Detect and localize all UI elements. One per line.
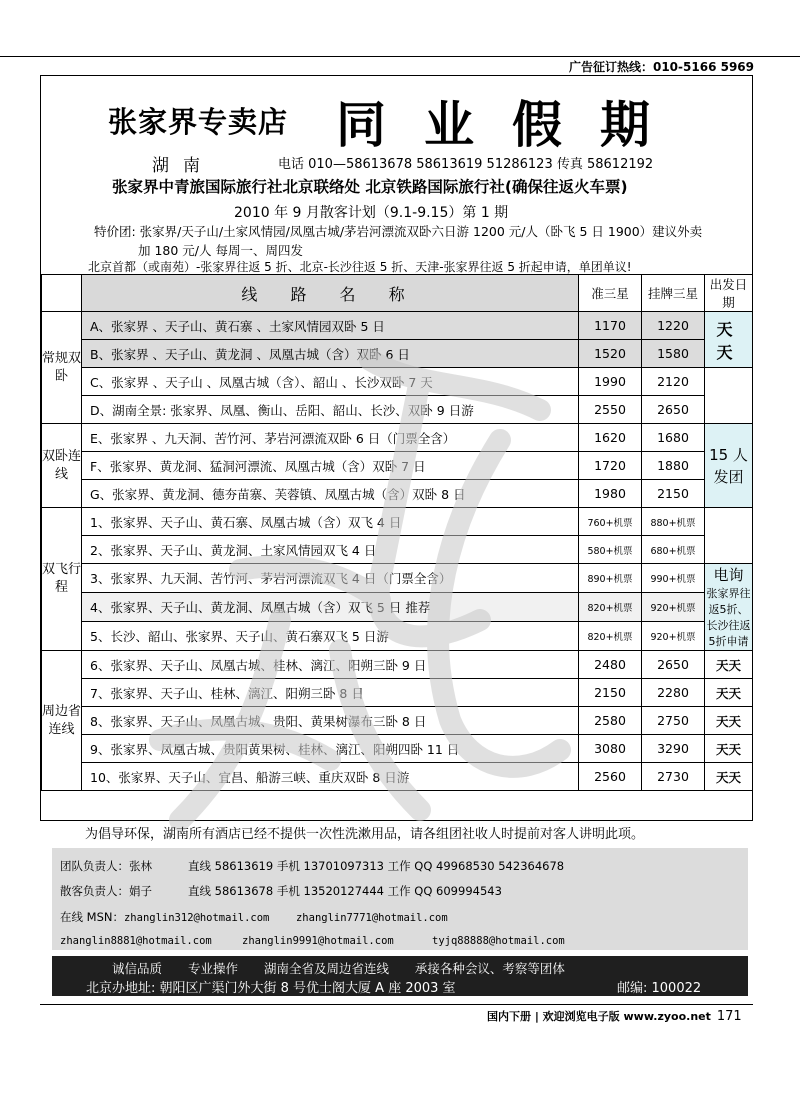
departure-cell-empty — [705, 368, 753, 424]
route-quasi-price: 1720 — [579, 452, 642, 480]
table-row — [42, 622, 753, 651]
msn-account[interactable]: zhanglin7771@hotmail.com — [295, 912, 448, 924]
footer-text[interactable]: 国内下册 | 欢迎浏览电子版 www.zyoo.net — [487, 1010, 711, 1023]
route-quasi-price: 1980 — [579, 480, 642, 508]
departure-cell: 天天 — [705, 763, 753, 791]
route-name: E、张家界 、九天洞、苦竹河、茅岩河漂流双卧 6 日（门票全含） — [82, 424, 579, 452]
route-listed-price: 2280 — [642, 679, 705, 707]
postcode: 邮编: 100022 — [617, 981, 702, 996]
msn-account[interactable]: zhanglin9991@hotmail.com — [242, 935, 394, 947]
route-listed-price: 2730 — [642, 763, 705, 791]
msn-account[interactable]: zhanglin312@hotmail.com — [123, 912, 270, 924]
table-row — [42, 679, 753, 707]
route-listed-price: 1220 — [642, 312, 705, 340]
departure-cell — [705, 564, 753, 651]
category-cell: 双飞行程 — [42, 508, 82, 651]
table-row — [42, 651, 753, 679]
footer-rule — [40, 1004, 753, 1005]
route-quasi-price: 760+机票 — [579, 508, 642, 536]
page-number: 171 — [716, 1009, 742, 1024]
beijing-address: 北京办地址: 朝阳区广渠门外大街 8 号优士阁大厦 A 座 2003 室 — [86, 981, 456, 996]
route-name: 9、张家界、凤凰古城、贵阳黄果树、桂林、漓江、阳朔四卧 11 日 — [82, 735, 579, 763]
retail-contact-label: 散客负责人：娟子 — [60, 884, 152, 898]
route-listed-price: 2650 — [642, 396, 705, 424]
table-row — [42, 340, 753, 368]
route-listed-price: 2150 — [642, 480, 705, 508]
table-row — [42, 763, 753, 791]
route-name: G、张家界、黄龙洞、德夯苗寨、芙蓉镇、凤凰古城（含）双卧 8 日 — [82, 480, 579, 508]
msn-row-2 — [60, 933, 565, 947]
route-listed-price: 990+机票 — [642, 564, 705, 593]
route-name: 6、张家界、天子山、凤凰古城、桂林、漓江、阳朔三卧 9 日 — [82, 651, 579, 679]
category-cell: 周边省连线 — [42, 651, 82, 791]
category-cell: 双卧连线 — [42, 424, 82, 508]
table-row — [42, 396, 753, 424]
route-name: 2、张家界、天子山、黄龙洞、土家风情园双飞 4 日 — [82, 536, 579, 564]
route-name: B、张家界 、天子山、黄龙洞 、凤凰古城（含）双卧 6 日 — [82, 340, 579, 368]
table-row — [42, 424, 753, 452]
special-offer — [94, 222, 744, 260]
route-quasi-price: 2580 — [579, 707, 642, 735]
departure-group-15: 15 人 — [709, 445, 748, 464]
team-contact — [60, 858, 564, 874]
route-quasi-price: 1520 — [579, 340, 642, 368]
departure-cell: 天天 — [705, 679, 753, 707]
departure-cell: 天天 — [705, 735, 753, 763]
route-listed-price: 1880 — [642, 452, 705, 480]
agency-line: 张家界中青旅国际旅行社北京联络处 北京铁路国际旅行社(确保往返火车票) — [112, 178, 628, 196]
table-row — [42, 452, 753, 480]
route-quasi-price: 820+机票 — [579, 622, 642, 651]
route-listed-price: 3290 — [642, 735, 705, 763]
contact-box — [52, 848, 748, 950]
service-slogans: 诚信品质 专业操作 湖南全省及周边省连线 承接各种会议、考察等团体 — [112, 961, 565, 976]
ad-hotline: 广告征订热线：010-5166 5969 — [568, 60, 754, 74]
departure-group-start: 发团 — [713, 467, 744, 486]
table-row — [42, 368, 753, 396]
environment-note: 为倡导环保，湖南所有酒店已经不提供一次性洗漱用品，请各组团社收人时提前对客人讲明此项。 — [85, 827, 645, 842]
route-name: 7、张家界、天子山、桂林、漓江、阳朔三卧 8 日 — [82, 679, 579, 707]
departure-cell: 天天 — [705, 707, 753, 735]
special-offer-line-1: 特价团: 张家界/天子山/土家风情园/凤凰古城/茅岩河漂流双卧六日游 1200 元/人（卧飞 5 日 1900）建议外卖 — [94, 224, 703, 239]
route-quasi-price: 820+机票 — [579, 593, 642, 622]
route-name: 5、长沙、韶山、张家界、天子山、黄石寨双飞 5 日游 — [82, 622, 579, 651]
route-quasi-price: 3080 — [579, 735, 642, 763]
route-quasi-price: 1990 — [579, 368, 642, 396]
route-listed-price: 880+机票 — [642, 508, 705, 536]
route-listed-price: 2750 — [642, 707, 705, 735]
route-listed-price: 1580 — [642, 340, 705, 368]
top-rule — [0, 56, 800, 57]
table-row — [42, 735, 753, 763]
route-listed-price: 680+机票 — [642, 536, 705, 564]
route-name: C、张家界 、天子山 、凤凰古城（含）、韶山 、长沙双卧 7 天 — [82, 368, 579, 396]
page-footer — [487, 1008, 742, 1024]
route-name: 4、张家界、天子山、黄龙洞、凤凰古城（含）双飞 5 日 推荐 — [82, 593, 579, 622]
route-listed-price: 2650 — [642, 651, 705, 679]
departure-cell: 天天 — [705, 651, 753, 679]
route-listed-price: 1680 — [642, 424, 705, 452]
route-name: 3、张家界、九天洞、苦竹河、茅岩河漂流双飞 4 日（门票全含） — [82, 564, 579, 593]
footer-band — [52, 956, 748, 996]
plan-title: 2010 年 9 月散客计划（9.1-9.15）第 1 期 — [234, 205, 509, 221]
retail-contact — [60, 883, 502, 899]
route-name: A、张家界 、天子山、黄石寨 、土家风情园双卧 5 日 — [82, 312, 579, 340]
departure-cell-empty — [705, 508, 753, 564]
store-name: 张家界专卖店 — [108, 105, 289, 139]
route-quasi-price: 1170 — [579, 312, 642, 340]
route-name: D、湖南全景: 张家界、凤凰、衡山、岳阳、韶山、长沙、双卧 9 日游 — [82, 396, 579, 424]
route-listed-price: 2120 — [642, 368, 705, 396]
msn-row-1 — [60, 909, 448, 925]
table-row — [42, 707, 753, 735]
departure-daily: 天天 — [716, 319, 741, 362]
route-listed-price: 920+机票 — [642, 593, 705, 622]
team-contact-details: 直线 58613619 手机 13701097313 工作 QQ 49968530 542364678 — [188, 859, 565, 873]
team-contact-label: 团队负责人：张林 — [60, 859, 152, 873]
header-route-name: 线 路 名 称 — [82, 275, 579, 312]
route-quasi-price: 2550 — [579, 396, 642, 424]
route-quasi-price: 890+机票 — [579, 564, 642, 593]
msn-label: 在线 MSN： — [60, 910, 124, 924]
table-row — [42, 536, 753, 564]
special-offer-line-2: 加 180 元/人 每周一、周四发 — [138, 243, 303, 258]
phone-line: 电话 010—58613678 58613619 51286123 传真 58612192 — [278, 157, 654, 172]
route-quasi-price: 580+机票 — [579, 536, 642, 564]
table-row — [42, 312, 753, 340]
flight-notice: 北京首都（或南苑）-张家界往返 5 折、北京-长沙往返 5 折、天津-张家界往返 5 折起申请，单团单议! — [88, 260, 632, 274]
route-quasi-price: 2560 — [579, 763, 642, 791]
brand-title: 同业假期 — [336, 96, 688, 154]
header-listed-three-star: 挂牌三星 — [642, 275, 705, 312]
header-departure: 出发日期 — [705, 275, 753, 312]
route-quasi-price: 2150 — [579, 679, 642, 707]
table-row — [42, 480, 753, 508]
table-row — [42, 593, 753, 622]
msn-account[interactable]: tyjq88888@hotmail.com — [432, 935, 565, 947]
table-row — [42, 508, 753, 536]
route-name: 1、张家界、天子山、黄石寨、凤凰古城（含）双飞 4 日 — [82, 508, 579, 536]
departure-inquiry-note: 张家界往返5折、长沙往返5折申请 — [706, 587, 751, 648]
route-quasi-price: 2480 — [579, 651, 642, 679]
departure-cell — [705, 312, 753, 368]
category-cell: 常规双卧 — [42, 312, 82, 424]
route-listed-price: 920+机票 — [642, 622, 705, 651]
header-blank — [42, 275, 82, 312]
msn-account[interactable]: zhanglin8881@hotmail.com — [60, 935, 212, 947]
route-name: 10、张家界、天子山、宜昌、船游三峡、重庆双卧 8 日游 — [82, 763, 579, 791]
route-name: F、张家界、黄龙洞、猛洞河漂流、凤凰古城（含）双卧 7 日 — [82, 452, 579, 480]
table-header-row — [42, 275, 753, 312]
departure-inquiry: 电询 — [713, 566, 744, 584]
table-row — [42, 564, 753, 593]
region-label: 湖南 — [152, 156, 214, 176]
route-table — [41, 274, 753, 791]
header-quasi-three-star: 准三星 — [579, 275, 642, 312]
departure-cell — [705, 424, 753, 508]
route-quasi-price: 1620 — [579, 424, 642, 452]
retail-contact-details: 直线 58613678 手机 13520127444 工作 QQ 609994543 — [188, 884, 502, 898]
route-name: 8、张家界、天子山、凤凰古城、贵阳、黄果树瀑布三卧 8 日 — [82, 707, 579, 735]
